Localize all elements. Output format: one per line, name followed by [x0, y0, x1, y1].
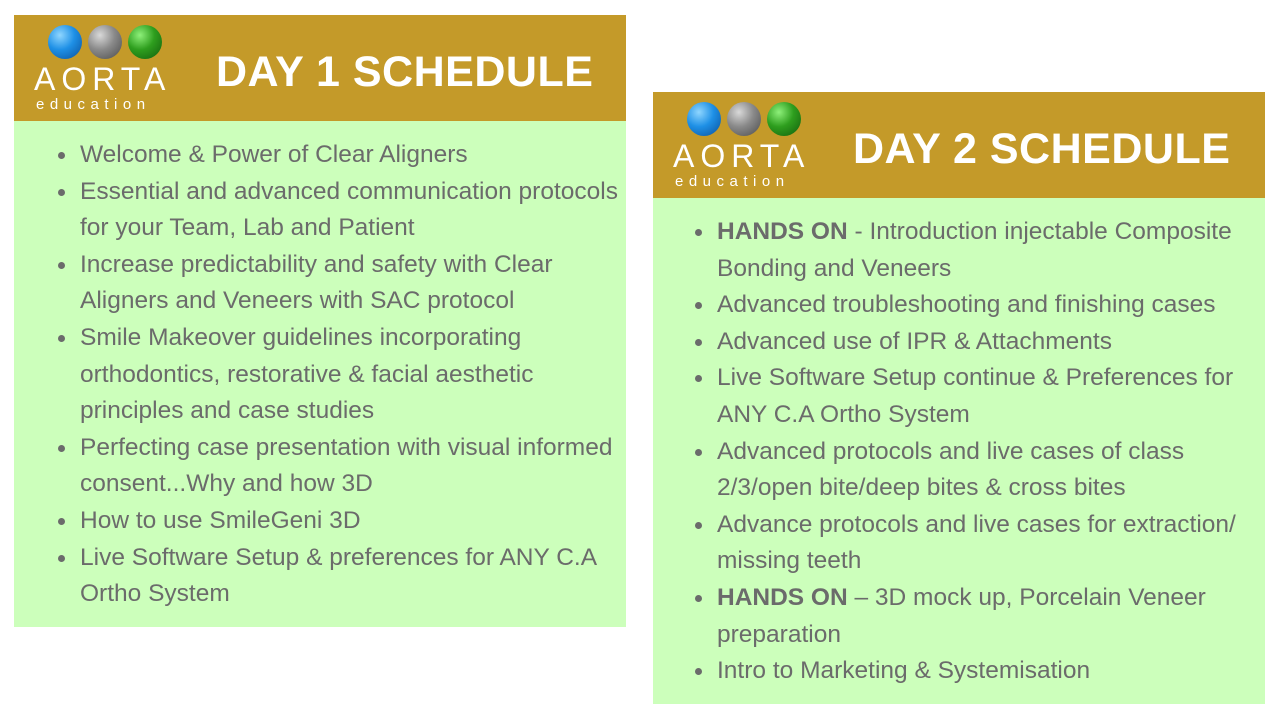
list-item-text: Welcome & Power of Clear Aligners [80, 141, 468, 168]
logo-balls-icon [48, 25, 168, 61]
bullet-icon [58, 189, 65, 196]
list-item-text: Intro to Marketing & Systemisation [717, 657, 1091, 685]
bullet-icon [58, 518, 65, 525]
list-item [695, 360, 1261, 433]
list-item-text: Live Software Setup continue & Preferences for ANY C.A Ortho System [717, 364, 1234, 428]
aorta-logo [673, 100, 823, 192]
day1-header [14, 15, 626, 121]
bullet-icon [695, 339, 702, 346]
list-item-text: - Introduction injectable Composite Bonding and Veneers [717, 218, 1232, 282]
bullet-icon [58, 152, 65, 159]
logo-tagline: education [36, 96, 151, 113]
blue-ball-icon [687, 102, 721, 136]
list-item [695, 324, 1261, 361]
logo-tagline: education [675, 173, 790, 190]
list-item [58, 137, 618, 174]
bullet-icon [58, 555, 65, 562]
logo-wordmark: AORTA [673, 138, 811, 174]
bullet-icon [58, 445, 65, 452]
day2-header [653, 92, 1265, 198]
list-item [695, 580, 1261, 653]
list-item-text: Essential and advanced communication protocols for your Team, Lab and Patient [80, 177, 618, 242]
list-item [695, 287, 1261, 324]
list-item-emphasis: HANDS ON [717, 218, 848, 245]
logo-balls-icon [687, 102, 807, 138]
list-item-emphasis: HANDS ON [717, 583, 848, 611]
list-item [58, 540, 618, 613]
list-item [695, 214, 1261, 287]
list-item [58, 320, 618, 430]
list-item-text: Advanced use of IPR & Attachments [717, 327, 1112, 355]
bullet-icon [695, 449, 702, 456]
bullet-icon [695, 522, 702, 529]
list-item-text: Perfecting case presentation with visual informed consent...Why and how 3D [80, 433, 613, 498]
list-item [58, 247, 618, 320]
list-item [695, 653, 1261, 690]
green-ball-icon [128, 25, 162, 59]
day2-items-list [695, 214, 1261, 690]
logo-wordmark: AORTA [34, 61, 172, 97]
bullet-icon [695, 302, 702, 309]
day1-title: DAY 1 SCHEDULE [216, 48, 594, 96]
green-ball-icon [767, 102, 801, 136]
list-item-text: Advanced protocols and live cases of class 2/3/open bite/deep bites & cross bites [717, 437, 1185, 502]
list-item [58, 430, 618, 503]
day1-items-list [58, 137, 618, 613]
day1-schedule-card [14, 15, 626, 627]
bullet-icon [695, 595, 702, 602]
bullet-icon [695, 668, 702, 675]
bullet-icon [695, 375, 702, 382]
bullet-icon [695, 229, 702, 236]
list-item [695, 507, 1261, 580]
day2-schedule-card [653, 92, 1265, 704]
list-item [58, 503, 618, 540]
list-item-text: Advanced troubleshooting and finishing cases [717, 291, 1216, 319]
list-item-text: Advance protocols and live cases for extraction/ missing teeth [717, 510, 1236, 575]
list-item-text: – 3D mock up, Porcelain Veneer preparation [717, 583, 1206, 648]
list-item-text: Live Software Setup & preferences for ANY C.A Ortho System [80, 543, 596, 608]
blue-ball-icon [48, 25, 82, 59]
aorta-logo [34, 23, 184, 115]
day2-title: DAY 2 SCHEDULE [853, 125, 1231, 173]
gray-ball-icon [88, 25, 122, 59]
bullet-icon [58, 335, 65, 342]
bullet-icon [58, 262, 65, 269]
gray-ball-icon [727, 102, 761, 136]
list-item-text: Increase predictability and safety with Clear Aligners and Veneers with SAC protocol [80, 250, 553, 315]
list-item-text: How to use SmileGeni 3D [80, 506, 361, 534]
list-item [58, 174, 618, 247]
list-item [695, 434, 1261, 507]
list-item-text: Smile Makeover guidelines incorporating orthodontics, restorative & facial aesthetic principles and case studies [80, 323, 534, 425]
